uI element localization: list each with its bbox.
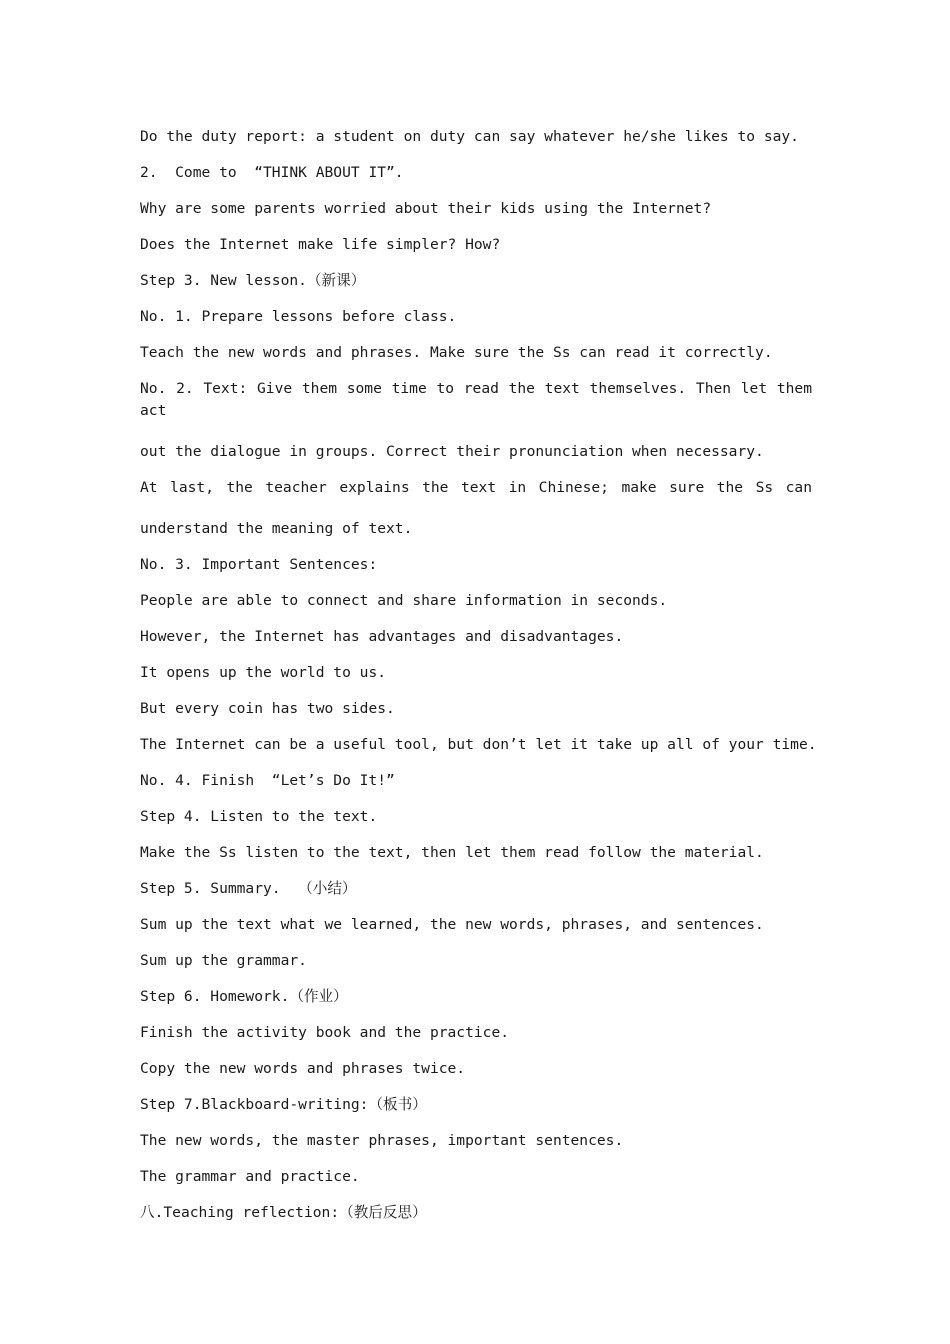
think-about-it-heading: 2. Come to “THINK ABOUT IT”. [140,164,404,181]
blackboard-grammar-line: The grammar and practice. [140,1168,360,1185]
question-internet-simpler: Does the Internet make life simpler? How? [140,236,501,253]
sentence-connect-share: People are able to connect and share information in seconds. [140,592,668,609]
understand-meaning-line: understand the meaning of text. [140,520,413,537]
question-parents-worried: Why are some parents worried about their kids using the Internet? [140,200,712,217]
no-1-prepare-lessons: No. 1. Prepare lessons before class. [140,308,457,325]
step-4-heading: Step 4. Listen to the text. [140,808,378,825]
finish-activity-book-line: Finish the activity book and the practice. [140,1024,510,1041]
document-body [140,126,817,1238]
sentence-opens-world: It opens up the world to us. [140,664,387,681]
duty-report-line: Do the duty report: a student on duty can say whatever he/she likes to say. [140,128,799,145]
sum-up-text-line: Sum up the text what we learned, the new words, phrases, and sentences. [140,916,764,933]
listen-follow-line: Make the Ss listen to the text, then let them read follow the material. [140,844,764,861]
copy-words-line: Copy the new words and phrases twice. [140,1060,466,1077]
sentence-coin-two-sides: But every coin has two sides. [140,700,395,717]
step-5-heading: Step 5. Summary. （小结） [140,880,357,897]
sentence-useful-tool: The Internet can be a useful tool, but don’t let it take up all of your time. [140,736,817,753]
step-6-heading: Step 6. Homework.（作业） [140,988,348,1005]
sentence-advantages: However, the Internet has advantages and disadvantages. [140,628,624,645]
teaching-reflection-heading: 八.Teaching reflection:（教后反思） [140,1204,427,1221]
teacher-explains-line: At last, the teacher explains the text in Chinese; make sure the Ss can [140,479,812,496]
act-out-dialogue-line: out the dialogue in groups. Correct their pronunciation when necessary. [140,443,764,460]
step-3-heading: Step 3. New lesson.（新课） [140,272,366,289]
no-2-text-line: No. 2. Text: Give them some time to read the text themselves. Then let them act [140,380,812,419]
step-7-heading: Step 7.Blackboard-writing:（板书） [140,1096,427,1113]
blackboard-words-line: The new words, the master phrases, important sentences. [140,1132,624,1149]
no-4-finish-lets-do-it: No. 4. Finish “Let’s Do It!” [140,772,395,789]
no-3-important-sentences: No. 3. Important Sentences: [140,556,378,573]
sum-up-grammar-line: Sum up the grammar. [140,952,307,969]
teach-new-words-line: Teach the new words and phrases. Make sure the Ss can read it correctly. [140,344,773,361]
